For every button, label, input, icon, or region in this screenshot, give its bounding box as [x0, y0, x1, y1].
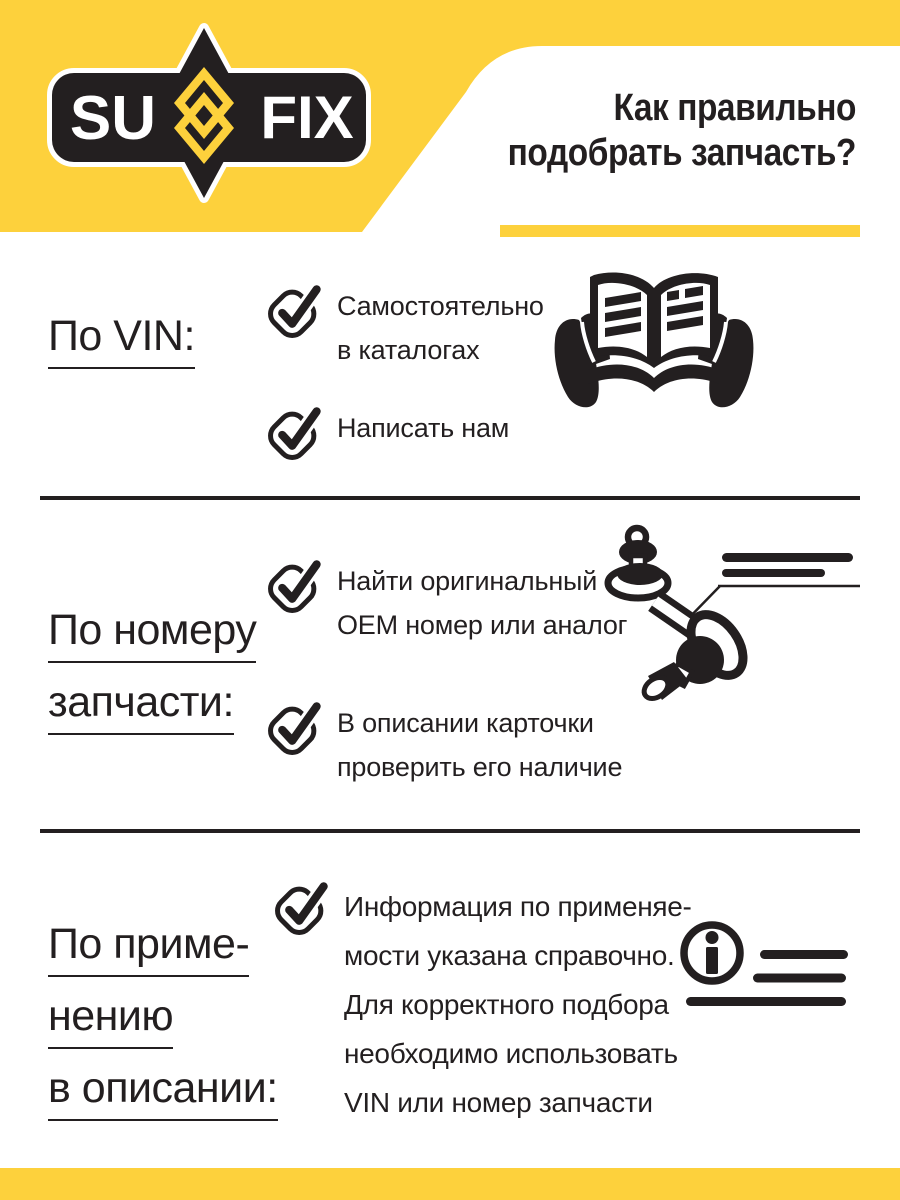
page-title-line: Как правильно: [613, 87, 856, 129]
checklist-item-text: Написать нам: [337, 413, 510, 443]
stabilizer-link-part-icon: [588, 518, 868, 718]
section-heading-part-number: [48, 606, 256, 750]
check-icon: [272, 880, 330, 938]
section-divider: [40, 496, 860, 500]
heading-line: в описании:: [48, 1064, 278, 1121]
checklist-item-text: Найти оригинальный OEM номер или аналог: [337, 566, 628, 640]
checklist-item: [265, 283, 544, 372]
checklist-item-text: В описании карточки проверить его наличие: [337, 708, 623, 782]
check-icon: [265, 283, 323, 341]
sufix-logo: [40, 22, 375, 207]
logo-text-right: FIX: [260, 84, 354, 151]
checklist-item: [272, 880, 692, 1127]
heading-line: запчасти:: [48, 678, 234, 735]
title-yellow-underline: [500, 225, 860, 237]
info-icon: [678, 916, 853, 1011]
section-heading-application: [48, 920, 278, 1136]
open-book-in-hands-icon: [548, 262, 760, 412]
page-title: [451, 86, 856, 176]
page-title-line: подобрать запчасть?: [507, 131, 856, 174]
check-icon: [265, 700, 323, 758]
section-heading-vin: [48, 312, 195, 384]
check-icon: [265, 405, 323, 463]
checklist-item: [265, 558, 627, 647]
check-icon: [265, 558, 323, 616]
footer-yellow-band: [0, 1168, 900, 1200]
heading-line: По приме-: [48, 920, 249, 977]
logo-text-left: SU: [69, 84, 157, 153]
heading-line: По номеру: [48, 606, 256, 663]
checklist-item-text: Информация по применяе- мости указана справочно. Для корректного подбора необходимо использовать VIN или номер запчасти: [344, 891, 692, 1118]
checklist-item: [265, 405, 509, 463]
checklist-item-text: Самостоятельно в каталогах: [337, 291, 544, 365]
heading-line: нению: [48, 992, 173, 1049]
heading-line: По VIN:: [48, 312, 195, 369]
checklist-item: [265, 700, 622, 789]
section-divider: [40, 829, 860, 833]
